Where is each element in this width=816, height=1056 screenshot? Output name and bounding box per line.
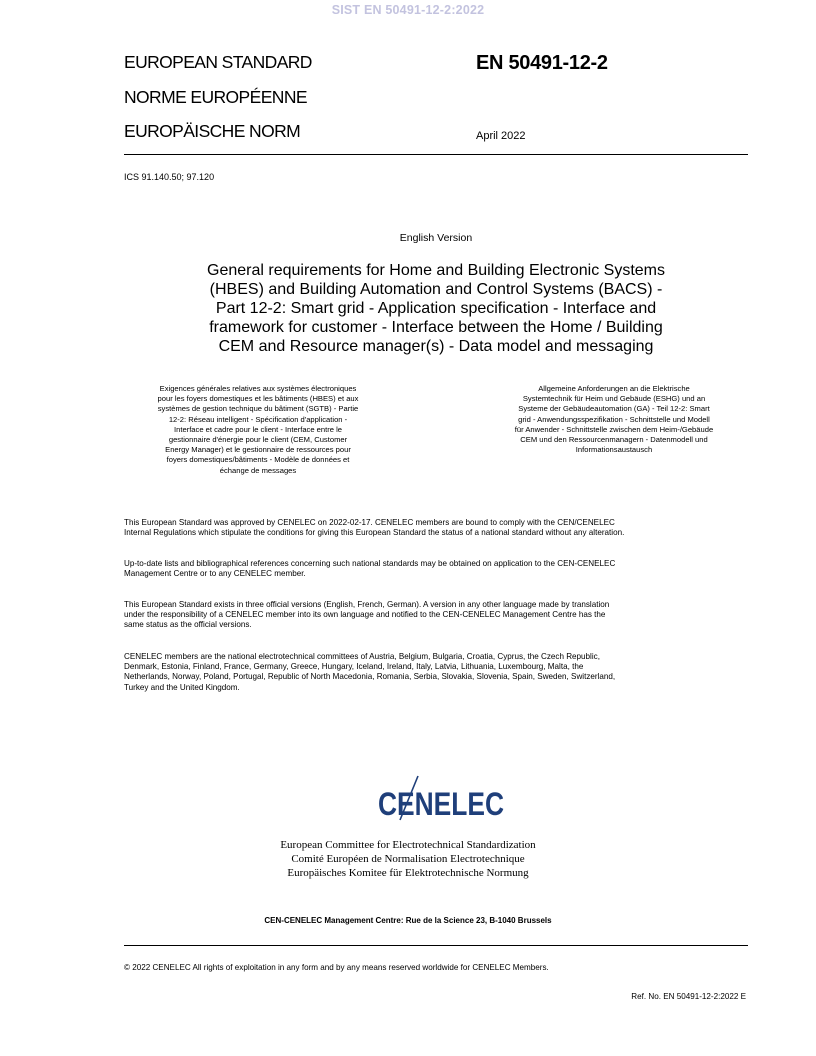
publication-date: April 2022 [476,130,526,142]
footer-divider [124,945,748,946]
paragraph-line: CENELEC members are the national electrotechnical committees of Austria, Belgium, Bulgaria, Croatia, Cyprus, the Czech Republic, [124,652,600,661]
ics-code: ICS 91.140.50; 97.120 [124,172,215,182]
french-title-line: 12-2: Réseau intelligent - Spécification d'application - [168,414,348,424]
french-title [122,384,394,476]
standard-number: EN 50491-12-2 [476,52,608,74]
reference-number: Ref. No. EN 50491-12-2:2022 E [631,992,746,1001]
german-title-line: Informationsaustausch [575,445,653,455]
french-title-line: Exigences générales relatives aux systèmes électroniques [159,384,357,393]
management-centre-address: CEN-CENELEC Management Centre: Rue de la Science 23, B-1040 Brussels [264,916,552,925]
references-paragraph [124,559,748,579]
french-title-line: Interface et cadre pour le client - Interface entre le [174,424,342,434]
french-title-line: pour les foyers domestiques et les bâtiments (HBES) et aux [157,394,359,404]
title-line: framework for customer - Interface between the Home / Building [209,319,663,336]
german-title-line: Systemtechnik für Heim und Gebäude (ESHG) und an [522,394,706,404]
standard-type-de: EUROPÄISCHE NORM [124,121,301,141]
watermark: SIST EN 50491-12-2:2022 [331,3,485,17]
members-paragraph [124,652,748,693]
paragraph-line: This European Standard exists in three official versions (English, French, German). A version in any other language made by translation [124,600,610,609]
language-version: English Version [399,232,473,244]
standard-type-fr: NORME EUROPÉENNE [124,87,307,107]
french-title-line: gestionnaire d'énergie pour le client (CEM, Customer [168,435,348,445]
paragraph-line: Netherlands, Norway, Poland, Portugal, Republic of North Macedonia, Romania, Serbia, Slovakia, Slovenia, Spain, Sweden, Switzerland, [124,672,616,682]
title-line: CEM and Resource manager(s) - Data model and messaging [218,338,654,355]
title-line: (HBES) and Building Automation and Control Systems (BACS) - [209,281,663,298]
copyright-notice: © 2022 CENELEC All rights of exploitation in any form and by any means reserved worldwide for CENELEC Members. [124,963,549,972]
german-title-line: grid - Anwendungsspezifikation - Schnittstelle und Modell [518,414,710,424]
german-title-line: für Anwender - Schnittstelle zwischen dem Heim-/Gebäude [514,424,714,434]
org-name-de: Europäisches Komitee für Elektrotechnische Normung [287,867,529,879]
versions-paragraph [124,600,748,631]
title-line: Part 12-2: Smart grid - Application specification - Interface and [215,300,657,317]
paragraph-line: Up-to-date lists and bibliographical references concerning such national standards may be obtained on application to the CEN-CENELEC [124,559,616,568]
paragraph-line: under the responsibility of a CENELEC member into its own language and notified to the CEN-CENELEC Management Centre has the [124,610,606,620]
cenelec-logo-text: CENELEC [378,786,504,822]
document-title [160,261,712,356]
german-title [478,384,750,455]
french-title-line: foyers domestiques/bâtiments - Modèle de données et [166,455,350,465]
french-title-line: systèmes de gestion technique du bâtiment (SGTB) - Partie [157,404,359,414]
cenelec-logo [0,770,816,826]
paragraph-line: This European Standard was approved by CENELEC on 2022-02-17. CENELEC members are bound to comply with the CEN/CENELEC [124,518,615,527]
standard-type-en: EUROPEAN STANDARD [124,52,312,72]
paragraph-line: Internal Regulations which stipulate the conditions for giving this European Standard the status of a national standard without any alteration. [124,528,625,538]
organization-names [0,838,816,880]
german-title-line: CEM und den Ressourcenmanagern - Datenmodell und [520,435,708,445]
header-divider [124,154,748,155]
paragraph-line: same status as the official versions. [124,620,252,630]
german-title-line: Allgemeine Anforderungen an die Elektrische [538,384,690,393]
paragraph-line: Denmark, Estonia, Finland, France, Germany, Greece, Hungary, Iceland, Ireland, Italy, Latvia, Lithuania, Luxembourg, Malta, the [124,662,584,672]
paragraph-line: Management Centre or to any CENELEC member. [124,569,306,579]
german-title-line: Systeme der Gebäudeautomation (GA) - Teil 12-2: Smart [518,404,710,414]
french-title-line: Energy Manager) et le gestionnaire de ressources pour [165,445,351,455]
french-title-line: échange de messages [219,465,297,475]
title-line: General requirements for Home and Building Electronic Systems [207,262,665,279]
org-name-en: European Committee for Electrotechnical Standardization [280,839,536,851]
paragraph-line: Turkey and the United Kingdom. [124,682,240,692]
approval-paragraph [124,518,748,538]
org-name-fr: Comité Européen de Normalisation Electrotechnique [291,853,525,865]
